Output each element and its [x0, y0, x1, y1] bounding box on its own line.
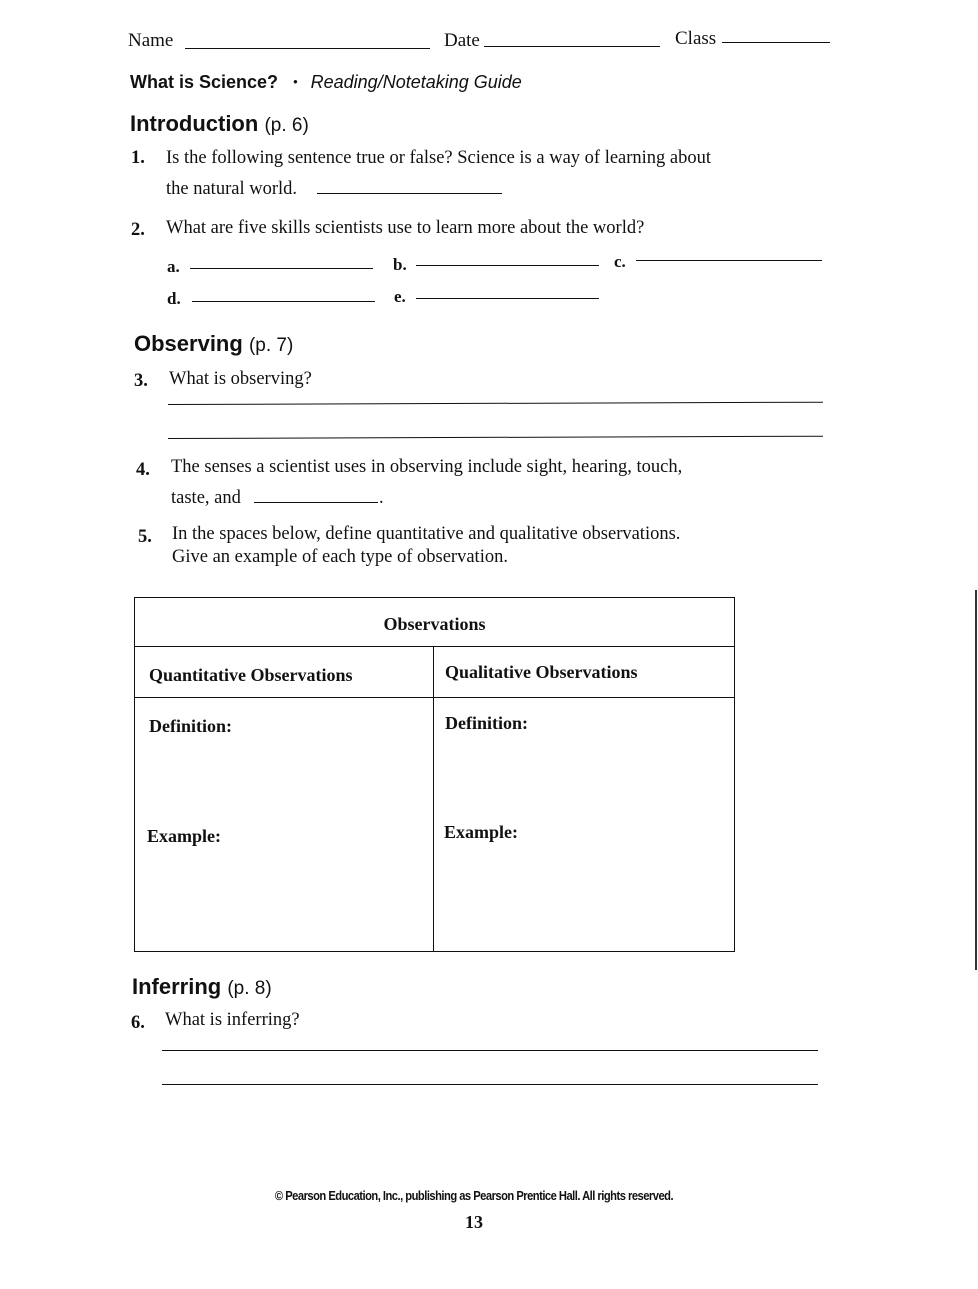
answer-line-2d[interactable] — [192, 301, 375, 302]
section-observing-heading — [134, 331, 293, 357]
answer-line-2e[interactable] — [416, 298, 599, 299]
section-page-ref: (p. 7) — [248, 335, 294, 356]
page-number: 13 — [465, 1212, 483, 1232]
answer-label-a: a. — [167, 257, 180, 276]
question-text: In the spaces below, define quantitative and qualitative observations. — [172, 524, 681, 544]
scan-edge-mark — [975, 590, 977, 970]
answer-label-c: c. — [614, 252, 626, 271]
quantitative-example-label: Example: — [147, 826, 221, 846]
class-label: Class — [675, 28, 717, 49]
qualitative-definition-field[interactable] — [441, 736, 726, 816]
section-page-ref: (p. 6) — [264, 115, 309, 136]
table-divider — [135, 697, 734, 698]
question-number: 3. — [134, 371, 148, 391]
qualitative-definition-label: Definition: — [445, 713, 528, 733]
name-field[interactable] — [185, 48, 430, 49]
answer-line-q3-2[interactable] — [168, 436, 823, 439]
answer-label-e: e. — [394, 287, 406, 306]
section-introduction-heading — [130, 111, 309, 137]
quantitative-example-field[interactable] — [143, 850, 423, 942]
question-text: What is observing? — [169, 369, 312, 389]
question-number: 6. — [131, 1013, 145, 1033]
question-number: 1. — [131, 148, 145, 168]
qualitative-example-field[interactable] — [441, 848, 726, 940]
answer-line-q6-2[interactable] — [162, 1084, 818, 1085]
qualitative-example-label: Example: — [444, 822, 518, 842]
section-title: Observing — [134, 331, 243, 356]
question-number: 5. — [138, 527, 152, 547]
question-text: the natural world. — [166, 179, 297, 199]
answer-line-2b[interactable] — [416, 265, 599, 266]
quantitative-definition-field[interactable] — [143, 738, 423, 818]
answer-line-q1[interactable] — [317, 193, 502, 194]
class-field[interactable] — [722, 42, 830, 43]
guide-title: Reading/Notetaking Guide — [310, 72, 522, 92]
answer-label-d: d. — [167, 289, 181, 308]
question-text: The senses a scientist uses in observing include sight, hearing, touch, — [171, 457, 683, 477]
observations-table — [134, 597, 735, 952]
worksheet-title: What is Science? — [130, 72, 279, 92]
table-divider — [135, 646, 734, 647]
answer-line-q4[interactable] — [254, 502, 378, 503]
table-title: Observations — [383, 614, 486, 634]
answer-label-b: b. — [393, 255, 407, 274]
quantitative-definition-label: Definition: — [149, 716, 232, 736]
sentence-period: . — [379, 488, 384, 508]
section-title: Introduction — [130, 111, 259, 136]
bullet-separator: • — [293, 74, 298, 89]
question-text: Give an example of each type of observation. — [172, 547, 508, 567]
question-text: What are five skills scientists use to learn more about the world? — [166, 218, 645, 238]
answer-line-q3-1[interactable] — [168, 402, 823, 405]
answer-line-q6-1[interactable] — [162, 1050, 818, 1051]
section-title: Inferring — [132, 974, 222, 999]
question-text: Is the following sentence true or false? Science is a way of learning about — [166, 148, 712, 168]
table-column-divider — [433, 646, 434, 951]
question-number: 2. — [131, 220, 145, 240]
question-text: What is inferring? — [165, 1010, 300, 1030]
copyright-notice: © Pearson Education, Inc., publishing as Pearson Prentice Hall. All rights reserved. — [274, 1188, 674, 1203]
quantitative-header: Quantitative Observations — [149, 665, 353, 685]
date-field[interactable] — [484, 46, 660, 47]
question-text: taste, and — [171, 488, 241, 508]
worksheet-subtitle — [130, 72, 522, 93]
section-inferring-heading — [132, 974, 272, 1000]
name-label: Name — [128, 30, 174, 51]
section-page-ref: (p. 8) — [227, 978, 272, 999]
qualitative-header: Qualitative Observations — [445, 662, 638, 682]
date-label: Date — [444, 30, 480, 51]
answer-line-2c[interactable] — [636, 260, 822, 261]
question-number: 4. — [136, 460, 150, 480]
answer-line-2a[interactable] — [190, 268, 373, 269]
